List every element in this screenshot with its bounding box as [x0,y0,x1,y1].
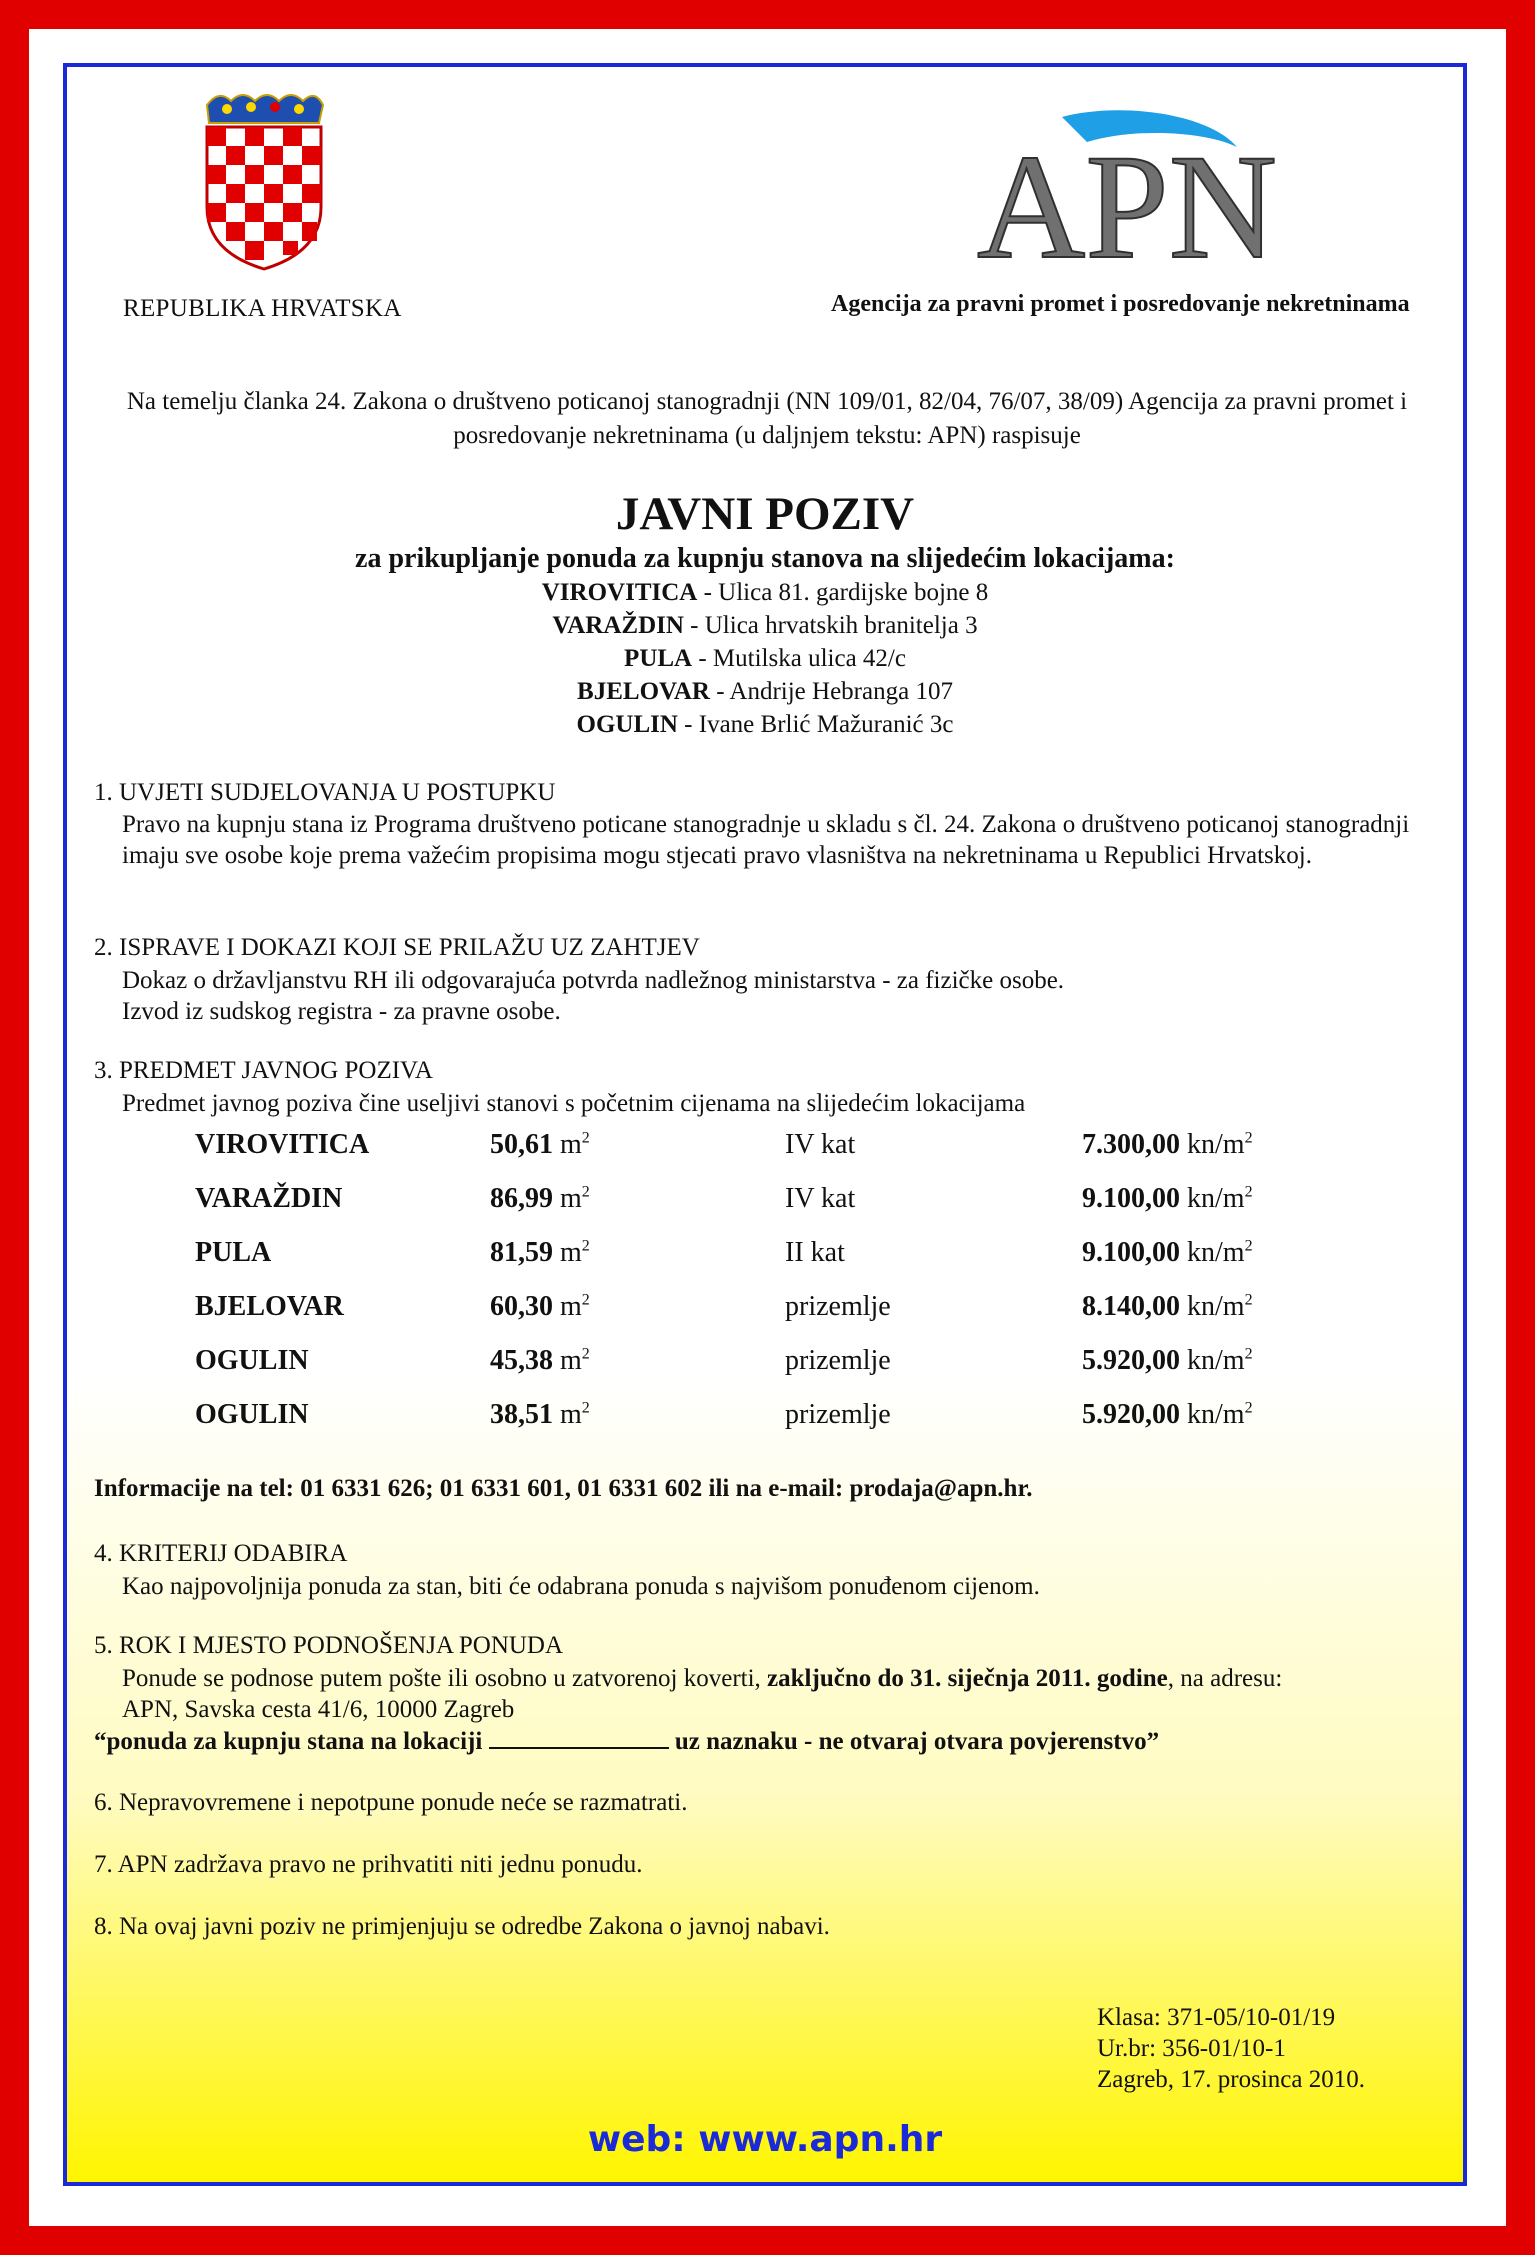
page-subtitle: za prikupljanje ponuda za kupnju stanova na slijedećim lokacijama: [355,543,1175,574]
page-title: JAVNI POZIV [615,488,915,540]
apn-logo [967,107,1327,277]
location-item: OGULIN - Ivane Brlić Mažuranić 3c [576,711,954,738]
document-page [63,63,1467,2186]
reference-block [1097,2002,1365,2095]
table-row: VIROVITICA 50,61 $m^2$ IV kat 7.300,00 $kn/m^2$ [195,1129,1253,1160]
location-blank [489,1725,669,1749]
website-link[interactable]: web: www.apn.hr [587,2119,943,2160]
location-item: VIROVITICA - Ulica 81. gardijske bojne 8 [541,579,989,606]
urbr: Ur.br: 356-01/10-1 [1097,2035,1286,2062]
section-5-address: APN, Savska cesta 41/6, 10000 Zagreb [122,1696,515,1723]
date: Zagreb, 17. prosinca 2010. [1097,2066,1365,2093]
section-3-heading: 3. PREDMET JAVNOG POZIVA [94,1057,433,1084]
section-3-body: Predmet javnog poziva čine useljivi stanovi s početnim cijenama na slijedećim lokacijama [122,1090,1026,1117]
intro-paragraph: Na temelju članka 24. Zakona o društveno poticanoj stanogradnji (NN 109/01, 82/04, 76/07, 38/09) Agencija za pravni promet i posredovanje nekretninama (u daljnjem tekstu: APN) raspisuje [126,388,1408,449]
section-5-body: Ponude se podnose putem pošte ili osobno u zatvorenoj koverti, zaključno do 31. siječnja 2011. godine, na adresu: [122,1665,1283,1692]
section-2-line-1: Dokaz o državljanstvu RH ili odgovarajuća potvrda nadležnog ministarstva - za fizičke osobe. [122,967,1065,994]
section-2-line-2: Izvod iz sudskog registra - za pravne osobe. [122,998,561,1025]
location-item: PULA - Mutilska ulica 42/c [624,645,906,672]
section-7: 7. APN zadržava pravo ne prihvatiti niti jednu ponudu. [94,1851,643,1878]
section-5-quote: “ponuda za kupnju stana na lokaciji uz naznaku - ne otvaraj otvara povjerenstvo” [94,1725,1159,1757]
table-row: PULA 81,59 $m^2$ II kat 9.100,00 $kn/m^2$ [195,1237,1253,1268]
location-item: VARAŽDIN - Ulica hrvatskih branitelja 3 [552,612,978,639]
section-2-heading: 2. ISPRAVE I DOKAZI KOJI SE PRILAŽU UZ ZAHTJEV [94,934,700,961]
table-row: OGULIN 38,51 $m^2$ prizemlje 5.920,00 $kn/m^2$ [195,1399,1253,1430]
contact-info: Informacije na tel: 01 6331 626; 01 6331 601, 01 6331 602 ili na e-mail: prodaja@apn.hr. [94,1475,1033,1502]
apartments-table [195,1129,1345,1453]
klasa: Klasa: 371-05/10-01/19 [1097,2004,1336,2031]
location-list [67,576,1463,741]
section-1-heading: 1. UVJETI SUDJELOVANJA U POSTUPKU [94,779,556,806]
location-item: BJELOVAR - Andrije Hebranga 107 [577,678,953,705]
table-row: OGULIN 45,38 $m^2$ prizemlje 5.920,00 $kn/m^2$ [195,1345,1253,1376]
section-5-heading: 5. ROK I MJESTO PODNOŠENJA PONUDA [94,1632,564,1659]
section-6: 6. Nepravovremene i nepotpune ponude neće se razmatrati. [94,1789,688,1816]
agency-name: Agencija za pravni promet i posredovanje nekretninama [831,291,1410,317]
section-1-body: Pravo na kupnju stana iz Programa društveno poticane stanogradnje u skladu s čl. 24. Zakona o društveno poticanoj stanogradnji imaju sve osobe koje prema važećim propisima mogu stjecati pravo vlasništva na nekretninama u Republici Hrvatskoj. [122,811,1410,869]
section-8: 8. Na ovaj javni poziv ne primjenjuju se odredbe Zakona o javnoj nabavi. [94,1913,830,1940]
section-4-body: Kao najpovoljnija ponuda za stan, biti će odabrana ponuda s najvišom ponuđenom cijenom. [122,1573,1040,1600]
section-4-heading: 4. KRITERIJ ODABIRA [94,1540,348,1567]
table-row: VARAŽDIN 86,99 $m^2$ IV kat 9.100,00 $kn/m^2$ [195,1183,1253,1214]
table-row: BJELOVAR 60,30 $m^2$ prizemlje 8.140,00 $kn/m^2$ [195,1291,1253,1322]
country-name: REPUBLIKA HRVATSKA [123,295,402,322]
svg-text:APN: APN [977,124,1278,277]
coat-of-arms-icon [199,87,329,277]
